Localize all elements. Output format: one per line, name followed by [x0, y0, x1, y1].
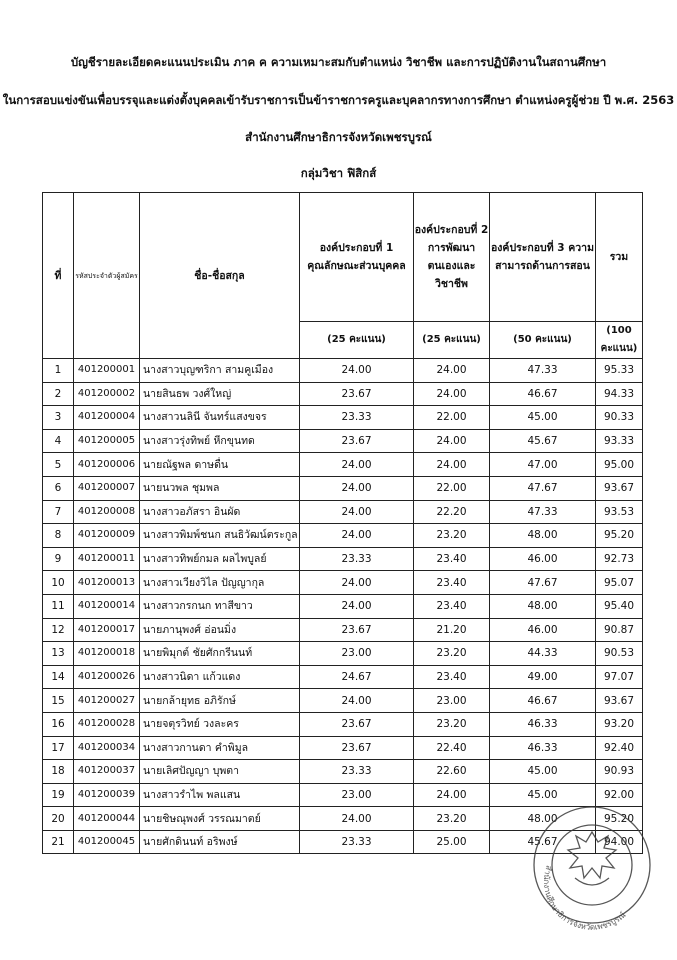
- row-score-c2: 23.20: [414, 524, 490, 548]
- row-score-c2: 24.00: [414, 453, 490, 477]
- row-full-name: นางสาวอภัสรา อินผัด: [140, 500, 300, 524]
- table-row: [43, 453, 643, 477]
- row-score-c1: 24.00: [300, 359, 414, 383]
- row-applicant-id: 401200009: [74, 524, 140, 548]
- row-score-c3: 46.33: [490, 736, 596, 760]
- row-full-name: นายพิมุกต์ ชัยศักกรีนนท์: [140, 642, 300, 666]
- row-score-c2: 22.00: [414, 476, 490, 500]
- row-score-c3: 46.67: [490, 689, 596, 713]
- row-score-c1: 23.00: [300, 783, 414, 807]
- row-score-c3: 47.33: [490, 359, 596, 383]
- row-score-c3: 45.67: [490, 830, 596, 854]
- table-row: [43, 571, 643, 595]
- row-number: 14: [43, 665, 74, 689]
- table-row: [43, 594, 643, 618]
- row-score-c2: 22.00: [414, 406, 490, 430]
- col-c3-max: (50 คะแนน): [490, 322, 596, 359]
- row-full-name: นางสาวพิมพ์ชนก สนธิวัฒน์ตระกูล: [140, 524, 300, 548]
- row-number: 6: [43, 476, 74, 500]
- row-applicant-id: 401200034: [74, 736, 140, 760]
- row-full-name: นายจตุรวิทย์ วงละคร: [140, 712, 300, 736]
- row-score-total: 93.33: [596, 429, 643, 453]
- row-number: 15: [43, 689, 74, 713]
- row-score-c2: 21.20: [414, 618, 490, 642]
- table-row: [43, 760, 643, 784]
- row-full-name: นางสาวนิดา แก้วแดง: [140, 665, 300, 689]
- row-score-c1: 23.67: [300, 736, 414, 760]
- row-applicant-id: 401200013: [74, 571, 140, 595]
- row-full-name: นางสาวเวียงวิไล ปัญญากุล: [140, 571, 300, 595]
- row-score-c3: 45.67: [490, 429, 596, 453]
- table-row: [43, 642, 643, 666]
- row-score-total: 93.53: [596, 500, 643, 524]
- row-score-c2: 23.20: [414, 807, 490, 831]
- row-number: 13: [43, 642, 74, 666]
- row-score-c3: 45.00: [490, 760, 596, 784]
- row-score-c2: 22.20: [414, 500, 490, 524]
- row-score-c2: 25.00: [414, 830, 490, 854]
- col-c1-max: (25 คะแนน): [300, 322, 414, 359]
- row-score-c2: 23.40: [414, 547, 490, 571]
- row-score-total: 95.00: [596, 453, 643, 477]
- row-score-c1: 24.67: [300, 665, 414, 689]
- row-number: 16: [43, 712, 74, 736]
- row-score-c1: 23.00: [300, 642, 414, 666]
- row-score-c3: 48.00: [490, 594, 596, 618]
- seal-ring-text: สำนักงานศึกษาธิการจังหวัดเพชรบูรณ์: [541, 864, 628, 932]
- table-row: [43, 429, 643, 453]
- row-score-c3: 46.33: [490, 712, 596, 736]
- score-table: [42, 192, 643, 854]
- row-score-c3: 45.00: [490, 783, 596, 807]
- row-score-total: 95.40: [596, 594, 643, 618]
- row-score-total: 93.67: [596, 476, 643, 500]
- official-seal-stamp: [527, 790, 657, 940]
- row-number: 18: [43, 760, 74, 784]
- row-score-c1: 23.33: [300, 830, 414, 854]
- row-applicant-id: 401200039: [74, 783, 140, 807]
- row-score-c3: 44.33: [490, 642, 596, 666]
- row-full-name: นายชิษณุพงศ์ วรรณมาตย์: [140, 807, 300, 831]
- table-row: [43, 476, 643, 500]
- row-score-c1: 24.00: [300, 689, 414, 713]
- row-applicant-id: 401200014: [74, 594, 140, 618]
- row-score-c1: 24.00: [300, 453, 414, 477]
- row-score-c3: 46.67: [490, 382, 596, 406]
- row-score-total: 90.33: [596, 406, 643, 430]
- row-full-name: นายกล้ายุทธ อภิรักษ์: [140, 689, 300, 713]
- row-score-c3: 47.00: [490, 453, 596, 477]
- row-score-c1: 24.00: [300, 500, 414, 524]
- row-number: 3: [43, 406, 74, 430]
- row-score-c3: 47.67: [490, 571, 596, 595]
- seal-signature-stroke: [575, 878, 609, 885]
- row-number: 4: [43, 429, 74, 453]
- row-applicant-id: 401200005: [74, 429, 140, 453]
- row-number: 11: [43, 594, 74, 618]
- row-score-c1: 23.67: [300, 382, 414, 406]
- row-score-c1: 23.33: [300, 406, 414, 430]
- row-score-c3: 49.00: [490, 665, 596, 689]
- row-score-c2: 24.00: [414, 429, 490, 453]
- table-row: [43, 665, 643, 689]
- row-score-total: 94.33: [596, 382, 643, 406]
- row-score-c2: 22.40: [414, 736, 490, 760]
- col-c1-header: องค์ประกอบที่ 1 คุณลักษณะส่วนบุคคล: [300, 193, 414, 322]
- table-row: [43, 382, 643, 406]
- row-number: 17: [43, 736, 74, 760]
- row-score-c3: 47.67: [490, 476, 596, 500]
- row-score-c2: 23.40: [414, 571, 490, 595]
- row-full-name: นางสาวรำไพ พลแสน: [140, 783, 300, 807]
- row-score-total: 93.67: [596, 689, 643, 713]
- row-score-c2: 24.00: [414, 783, 490, 807]
- table-row: [43, 359, 643, 383]
- row-score-c1: 24.00: [300, 807, 414, 831]
- row-score-c3: 47.33: [490, 500, 596, 524]
- row-number: 1: [43, 359, 74, 383]
- row-score-c2: 24.00: [414, 382, 490, 406]
- row-score-total: 95.20: [596, 524, 643, 548]
- title-line-2: ในการสอบแข่งขันเพื่อบรรจุและแต่งตั้งบุคคลเข้ารับราชการเป็นข้าราชการครูและบุคลากรทางการศึกษา ตำแหน่งครูผู้ช่วย ปี พ.ศ. 2563: [2, 93, 675, 107]
- row-full-name: นายภานุพงศ์ อ่อนมิ่ง: [140, 618, 300, 642]
- row-applicant-id: 401200018: [74, 642, 140, 666]
- row-score-c1: 23.67: [300, 712, 414, 736]
- col-c2-max: (25 คะแนน): [414, 322, 490, 359]
- row-score-c3: 48.00: [490, 524, 596, 548]
- row-score-total: 95.20: [596, 807, 643, 831]
- row-applicant-id: 401200007: [74, 476, 140, 500]
- row-full-name: นางสาวกานดา คำพิมูล: [140, 736, 300, 760]
- row-score-c3: 46.00: [490, 618, 596, 642]
- row-applicant-id: 401200037: [74, 760, 140, 784]
- row-number: 19: [43, 783, 74, 807]
- row-score-total: 92.73: [596, 547, 643, 571]
- row-full-name: นางสาวทิพย์กมล ผลไพบูลย์: [140, 547, 300, 571]
- title-line-1: บัญชีรายละเอียดคะแนนประเมิน ภาค ค ความเหมาะสมกับตำแหน่ง วิชาชีพ และการปฏิบัติงานในสถานศึกษา: [70, 55, 607, 69]
- row-score-total: 95.33: [596, 359, 643, 383]
- row-number: 9: [43, 547, 74, 571]
- table-row: [43, 547, 643, 571]
- row-score-c2: 24.00: [414, 359, 490, 383]
- row-number: 10: [43, 571, 74, 595]
- table-row: [43, 618, 643, 642]
- row-score-c1: 23.33: [300, 547, 414, 571]
- row-score-c3: 45.00: [490, 406, 596, 430]
- row-score-c1: 24.00: [300, 571, 414, 595]
- row-score-c1: 23.33: [300, 760, 414, 784]
- row-score-total: 95.07: [596, 571, 643, 595]
- row-full-name: นางสาวรุ่งทิพย์ หีกขุนทด: [140, 429, 300, 453]
- row-applicant-id: 401200004: [74, 406, 140, 430]
- row-applicant-id: 401200002: [74, 382, 140, 406]
- col-total-max: (100 คะแนน): [596, 322, 643, 359]
- row-score-c3: 48.00: [490, 807, 596, 831]
- row-score-c1: 23.67: [300, 429, 414, 453]
- row-number: 8: [43, 524, 74, 548]
- row-score-total: 94.00: [596, 830, 643, 854]
- row-applicant-id: 401200026: [74, 665, 140, 689]
- col-c2-header: องค์ประกอบที่ 2 การพัฒนาตนเองและวิชาชีพ: [414, 193, 490, 322]
- row-score-total: 90.93: [596, 760, 643, 784]
- row-number: 20: [43, 807, 74, 831]
- col-no-header: ที่: [43, 193, 74, 359]
- row-score-c1: 24.00: [300, 594, 414, 618]
- table-row: [43, 524, 643, 548]
- col-name-header: ชื่อ-ชื่อสกุล: [140, 193, 300, 359]
- row-applicant-id: 401200001: [74, 359, 140, 383]
- table-row: [43, 712, 643, 736]
- row-applicant-id: 401200044: [74, 807, 140, 831]
- row-full-name: นางสาวบุญฑริกา สามคูเมือง: [140, 359, 300, 383]
- row-number: 2: [43, 382, 74, 406]
- row-applicant-id: 401200045: [74, 830, 140, 854]
- row-applicant-id: 401200011: [74, 547, 140, 571]
- row-applicant-id: 401200028: [74, 712, 140, 736]
- row-score-c3: 46.00: [490, 547, 596, 571]
- document-header: [0, 56, 677, 180]
- col-c3-header: องค์ประกอบที่ 3 ความสามารถด้านการสอน: [490, 193, 596, 322]
- row-full-name: นายสินธพ วงศ์ใหญ่: [140, 382, 300, 406]
- row-score-c2: 23.40: [414, 665, 490, 689]
- row-score-total: 93.20: [596, 712, 643, 736]
- row-score-total: 92.00: [596, 783, 643, 807]
- row-score-total: 92.40: [596, 736, 643, 760]
- row-score-c2: 23.40: [414, 594, 490, 618]
- seal-inner-ring: [552, 825, 632, 905]
- col-id-header: รหัสประจำตัวผู้สมัคร: [74, 193, 140, 359]
- row-number: 5: [43, 453, 74, 477]
- row-score-c1: 24.00: [300, 524, 414, 548]
- row-applicant-id: 401200008: [74, 500, 140, 524]
- row-score-c2: 22.60: [414, 760, 490, 784]
- row-full-name: นายศักดินนท์ อริพงษ์: [140, 830, 300, 854]
- row-score-c1: 23.67: [300, 618, 414, 642]
- row-number: 7: [43, 500, 74, 524]
- row-applicant-id: 401200027: [74, 689, 140, 713]
- row-full-name: นายเลิศปัญญา บุพตา: [140, 760, 300, 784]
- garuda-emblem-icon: [568, 832, 616, 878]
- row-full-name: นายณัฐพล ดาษดื่น: [140, 453, 300, 477]
- col-total-header: รวม: [596, 193, 643, 322]
- table-row: [43, 406, 643, 430]
- row-score-c2: 23.00: [414, 689, 490, 713]
- row-score-total: 90.87: [596, 618, 643, 642]
- row-score-c1: 24.00: [300, 476, 414, 500]
- row-score-c2: 23.20: [414, 712, 490, 736]
- table-row: [43, 736, 643, 760]
- table-row: [43, 689, 643, 713]
- row-score-total: 90.53: [596, 642, 643, 666]
- table-body: [43, 359, 643, 854]
- row-full-name: นางสาวกรกนก ทาสีขาว: [140, 594, 300, 618]
- row-number: 21: [43, 830, 74, 854]
- row-score-c2: 23.20: [414, 642, 490, 666]
- title-line-4: กลุ่มวิชา ฟิสิกส์: [300, 166, 377, 180]
- table-row: [43, 500, 643, 524]
- row-full-name: นายนวพล ชุมพล: [140, 476, 300, 500]
- row-applicant-id: 401200017: [74, 618, 140, 642]
- row-full-name: นางสาวนลินี จันทร์แสงขจร: [140, 406, 300, 430]
- row-score-total: 97.07: [596, 665, 643, 689]
- title-line-3: สำนักงานศึกษาธิการจังหวัดเพชรบูรณ์: [245, 130, 432, 144]
- row-applicant-id: 401200006: [74, 453, 140, 477]
- row-number: 12: [43, 618, 74, 642]
